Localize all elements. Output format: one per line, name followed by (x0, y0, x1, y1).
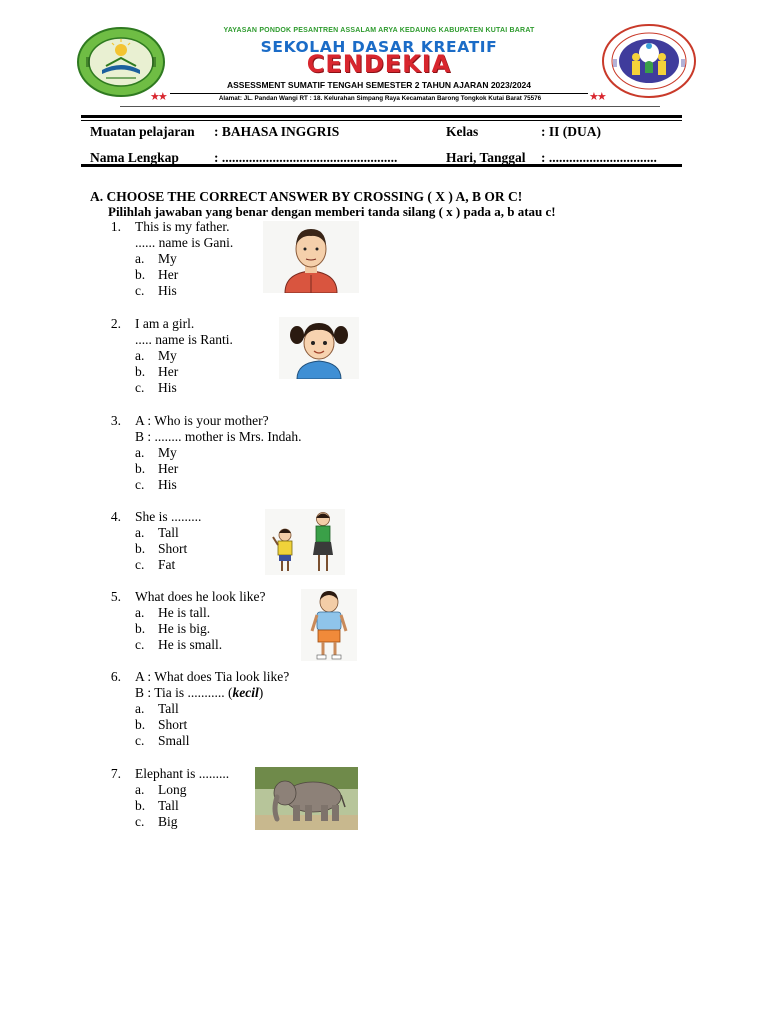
option-b[interactable]: Short (158, 717, 188, 732)
question-text: B : Tia is ........... ( (135, 685, 233, 700)
question-text-line (135, 685, 263, 701)
elephant-picture (255, 767, 358, 830)
hint-word: kecil (232, 685, 259, 700)
father-picture (263, 221, 359, 293)
table-bottom-border (81, 164, 682, 167)
left-stars-icon: ★★ (150, 91, 166, 103)
question-number: 5. (110, 589, 121, 604)
question-number: 2. (110, 316, 121, 331)
question-text: I am a girl. (135, 316, 195, 331)
question-text: Elephant is ......... (135, 766, 230, 781)
question-text: B : ........ mother is Mrs. Indah. (135, 429, 302, 444)
header-underline (120, 106, 660, 107)
option-a[interactable]: Long (158, 782, 187, 797)
question-text: This is my father. (135, 219, 230, 234)
option-letter-a[interactable]: a. (135, 782, 145, 797)
school-name: CENDEKIA (306, 50, 452, 78)
option-a[interactable]: My (158, 445, 177, 460)
option-b[interactable]: Her (158, 364, 179, 379)
question-text: ..... name is Ranti. (135, 332, 233, 347)
option-b[interactable]: Short (158, 541, 188, 556)
option-letter-c[interactable]: c. (135, 557, 145, 572)
option-letter-c[interactable]: c. (135, 477, 145, 492)
option-a[interactable]: Tall (158, 525, 179, 540)
option-c[interactable]: His (158, 283, 177, 298)
option-letter-b[interactable]: b. (135, 461, 146, 476)
class-label: Kelas (446, 124, 479, 139)
option-b[interactable]: Tall (158, 798, 179, 813)
question-number: 4. (110, 509, 121, 524)
option-letter-a[interactable]: a. (135, 445, 145, 460)
option-a[interactable]: He is tall. (158, 605, 211, 620)
table-top-border (81, 115, 682, 118)
school-address: Alamat: JL. Pandan Wangi RT : 18. Kelurahan Simpang Raya Kecamatan Barong Tongkok Kutai Barat 75576 (218, 95, 542, 102)
option-letter-a[interactable]: a. (135, 525, 145, 540)
option-letter-b[interactable]: b. (135, 541, 146, 556)
option-letter-b[interactable]: b. (135, 267, 146, 282)
option-letter-a[interactable]: a. (135, 605, 145, 620)
date-label: Hari, Tanggal (446, 150, 526, 165)
option-letter-b[interactable]: b. (135, 621, 146, 636)
question-text: ...... name is Gani. (135, 235, 234, 250)
hint-close: ) (258, 685, 264, 700)
option-a[interactable]: Tall (158, 701, 179, 716)
option-letter-a[interactable]: a. (135, 701, 145, 716)
name-field[interactable]: : .................................................... (214, 150, 398, 165)
option-letter-c[interactable]: c. (135, 637, 145, 652)
option-b[interactable]: He is big. (158, 621, 211, 636)
assessment-title: ASSESSMENT SUMATIF TENGAH SEMESTER 2 TAHUN AJARAN 2023/2024 (226, 80, 531, 90)
right-stars-icon: ★★ (589, 91, 605, 103)
boy-picture (301, 589, 357, 661)
name-label: Nama Lengkap (90, 150, 179, 165)
option-letter-c[interactable]: c. (135, 733, 145, 748)
option-a[interactable]: My (158, 348, 177, 363)
question-text: What does he look like? (135, 589, 266, 604)
girl-picture (279, 317, 359, 379)
section-instruction: Pilihlah jawaban yang benar dengan memberi tanda silang ( x ) pada a, b atau c! (108, 204, 556, 219)
question-number: 3. (110, 413, 121, 428)
option-letter-c[interactable]: c. (135, 283, 145, 298)
option-letter-b[interactable]: b. (135, 798, 146, 813)
option-letter-a[interactable]: a. (135, 348, 145, 363)
header-divider (170, 93, 588, 94)
option-letter-b[interactable]: b. (135, 364, 146, 379)
question-text: She is ......... (135, 509, 202, 524)
option-c[interactable]: Small (158, 733, 190, 748)
class-value: : II (DUA) (541, 124, 601, 139)
question-number: 6. (110, 669, 121, 684)
option-c[interactable]: His (158, 380, 177, 395)
option-c[interactable]: His (158, 477, 177, 492)
option-c[interactable]: Big (158, 814, 178, 829)
option-letter-a[interactable]: a. (135, 251, 145, 266)
option-letter-c[interactable]: c. (135, 380, 145, 395)
section-title: A. CHOOSE THE CORRECT ANSWER BY CROSSING ( X ) A, B OR C! (90, 189, 523, 204)
two-children-picture (265, 509, 345, 575)
date-field[interactable]: : ................................ (541, 150, 657, 165)
foundation-name: YAYASAN PONDOK PESANTREN ASSALAM ARYA KEDAUNG KABUPATEN KUTAI BARAT (223, 27, 535, 34)
subject-value: : BAHASA INGGRIS (214, 124, 340, 139)
option-letter-b[interactable]: b. (135, 717, 146, 732)
question-number: 7. (110, 766, 121, 781)
school-type: SEKOLAH DASAR KREATIF (260, 38, 498, 56)
question-number: 1. (110, 219, 121, 234)
question-text: A : What does Tia look like? (135, 669, 290, 684)
option-c[interactable]: He is small. (158, 637, 223, 652)
option-b[interactable]: Her (158, 461, 179, 476)
option-b[interactable]: Her (158, 267, 179, 282)
option-letter-c[interactable]: c. (135, 814, 145, 829)
option-a[interactable]: My (158, 251, 177, 266)
subject-label: Muatan pelajaran (90, 124, 195, 139)
table-top-border-inner (81, 120, 682, 121)
option-c[interactable]: Fat (158, 557, 176, 572)
question-text: A : Who is your mother? (135, 413, 269, 428)
